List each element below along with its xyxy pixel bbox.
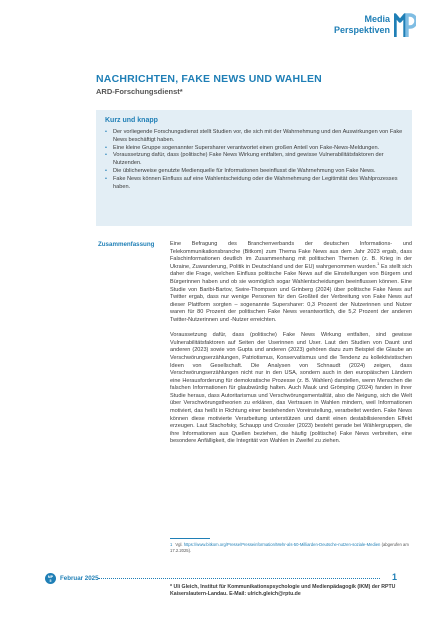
logo-wordmark: [334, 14, 390, 36]
footnote-prefix: Vgl.: [175, 542, 184, 547]
logo-line-2: Perspektiven: [333, 25, 390, 35]
footer-dotted-rule: [98, 578, 380, 579]
page-number: 1: [392, 572, 398, 582]
mp-badge-icon: [45, 573, 56, 584]
summary-list: [105, 129, 403, 191]
footnote: [170, 542, 412, 554]
page-subtitle: ARD-Forschungsdienst*: [96, 87, 183, 96]
media-perspektiven-logo: [334, 12, 416, 38]
footnote-suffix: (abgerufen am 17.2.2025).: [170, 542, 409, 553]
footnote-link[interactable]: https://www.bitkom.org/Presse/Presseinformation/Mehr-als-50-Milliarden-Deutsche-nutzen-soziale-Medien: [183, 542, 381, 547]
badge-label: MP: [47, 574, 54, 579]
footnote-number: 1: [170, 542, 173, 547]
summary-item: • Der vorliegende Forschungsdienst stellt Studien vor, die sich mit der Wahrnehmung und den Auswirkungen von Fake News beschäftigt haben.: [105, 129, 403, 145]
summary-item: • Fake News können Einfluss auf eine Wahlentscheidung oder die Wahrnehmung der Legitimität des Wahlprozesses haben.: [105, 176, 403, 192]
paragraph-1-continuation: Es stellt sich daher die Frage, welchen Einfluss politische Fake News auf die Einstellungen von Bürgern und Bürgerinnen haben und ob sie womöglich sogar Wahlentscheidungen beeinflussen können. Eine Studie von Baribi-Bartov, Swire-Thompson und Grinberg (2024) über politische Fake News auf Twitter ergab, dass nur wenige Personen für den Großteil der Verbreitung von Fake News auf dieser Plattform sorgten – sogenannte Supersharer: 0,3 Prozent der Nutzerinnen und Nutzer waren für 80 Prozent der politischen Fake News verantwortlich, die 5,2 Prozent der anderen Twitter-Nutzerinnen und -Nutzer erreichten.: [170, 263, 412, 323]
summary-item: • Voraussetzung dafür, dass (politische) Fake News Wirkung entfalten, sind gewisse Vulnerabilitätsfaktoren der Nutzenden.: [105, 152, 403, 168]
summary-item: • Eine kleine Gruppe sogenannter Supersharer verantwortet einen großen Anteil von Fake-News-Meldungen.: [105, 145, 403, 153]
issue-date: Februar 2025: [60, 575, 99, 582]
mp-logo-icon: [394, 12, 416, 38]
page-title: NACHRICHTEN, FAKE NEWS UND WAHLEN: [96, 73, 322, 85]
footnote-divider: [170, 538, 210, 539]
body-paragraph-1: [170, 241, 412, 325]
badge-number: 5: [49, 578, 52, 583]
section-side-label: Zusammenfassung: [98, 241, 155, 248]
logo-line-1: Media: [364, 14, 390, 24]
author-note: * Uli Gleich, Institut für Kommunikationspsychologie und Medienpädagogik (IKM) der RPTU Kaiserslautern-Landau. E-Mail: ulrich.gleich@rptu.de: [170, 584, 396, 598]
body-text: [170, 241, 412, 446]
body-paragraph-2: Voraussetzung dafür, dass (politische) Fake News Wirkung entfalten, sind gewisse Vulnerabilitätsfaktoren auf Seiten der Userinnen und User. Laut den Studien von Daunt und anderen (2023) sowie von Gupta und anderen (2023) gehören dazu zum Beispiel die Glaube an Verschwörungserzählungen, Patriotismus, Konservatismus und die Tendenz zu kollektivistischen Ideen von Gesellschaft. Die Analysen von Schnaudt (2024) zeigen, dass Verschwörungserzählungen nicht nur in den USA, sondern auch in den europäischen Ländern eine Herausforderung für demokratische Prozesse (z. B. Wahlen) darstellen, wenn Menschen die falschen Informationen für glaubwürdig halten. Auch Mauk und Grömping (2024) fanden in ihrer Studie heraus, dass Autoritarismus und Verschwörungsmentalität, also die Neigung, sich die Welt über Verschwörungstheorien zu erklären, das Vertrauen in Wahlen mindern, weil Informationen motiviert, das heißt in Richtung einer bestehenden Voreinstellung, verarbeitet werden. Fake News können diese motivierte Verarbeitung unterstützen und damit einen destabilisierenden Effekt erzeugen. Laut Stachofsky, Schaupp und Crossler (2023) besteht gerade bei Wählergruppen, die ihre Informationen aus Quellen beziehen, die häufig (politische) Fake News verbreiten, eine besondere Anfälligkeit, die Integrität von Wahlen in Zweifel zu ziehen.: [170, 332, 412, 445]
summary-box-title: Kurz und knapp: [105, 117, 158, 124]
summary-box: [96, 110, 412, 226]
footnote-reference[interactable]: 1: [377, 260, 380, 266]
summary-item: • Die üblicherweise genutzte Medienquelle für Informationen beeinflusst die Wahrnehmung von Fake News.: [105, 168, 403, 176]
paragraph-1-text: Eine Befragung des Branchenverbands der deutschen Informations- und Telekommunikationsbranche (Bitkom) zum Thema Fake News aus dem Jahr 2023 ergab, dass Falschinformationen deutlich im Zusammenhang mit politischen Themen (z. B. Krieg in der Ukraine, Zuwanderung, Politik in Deutschland und der EU) wahrgenommen wurden.: [170, 241, 412, 270]
